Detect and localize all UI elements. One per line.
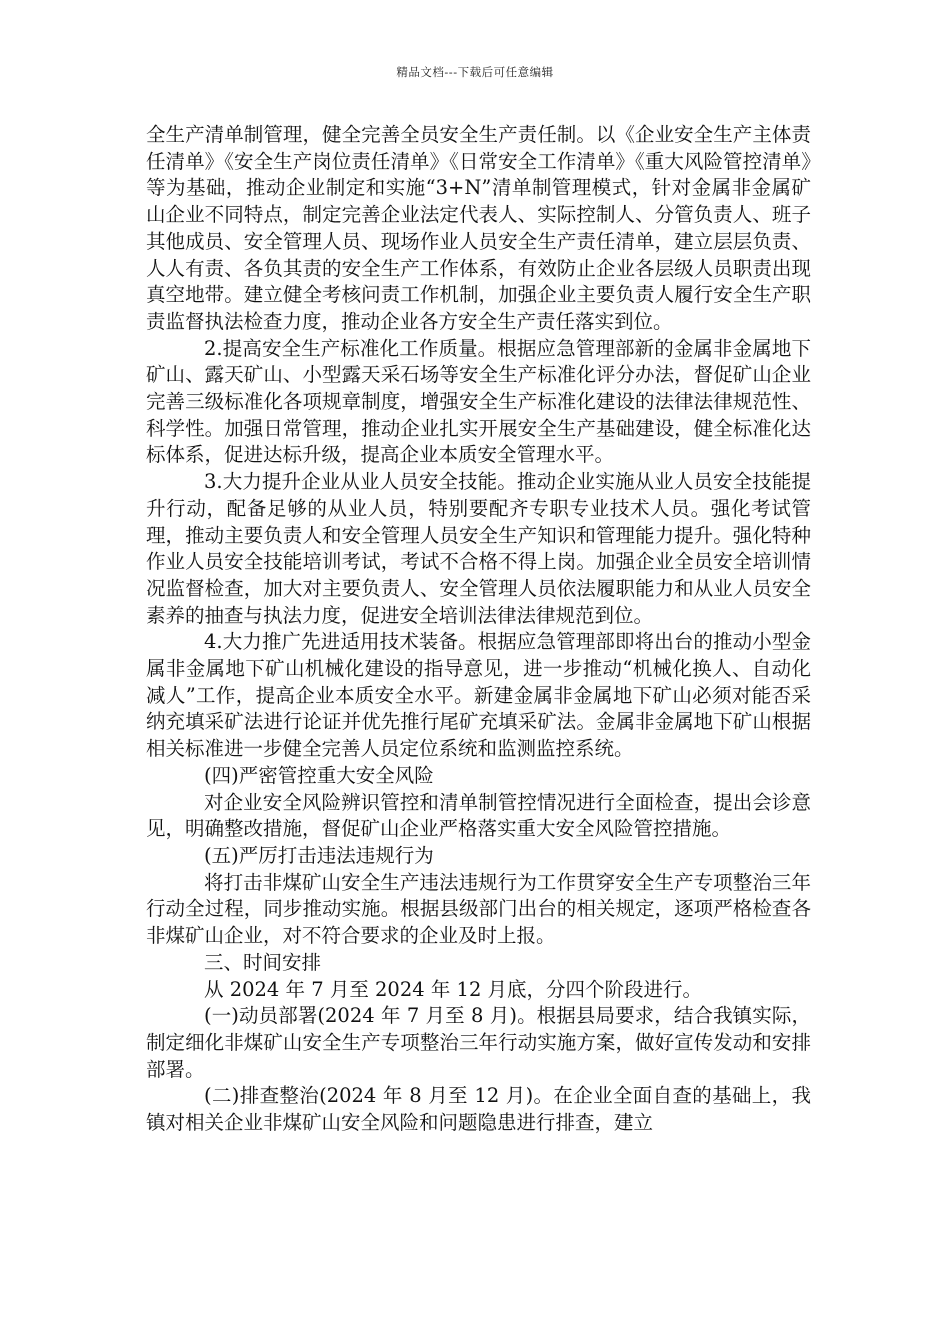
- section-heading-4: (四)严密管控重大安全风险: [204, 763, 434, 787]
- section-heading-schedule: 三、时间安排: [204, 950, 322, 974]
- paragraph-5: 对企业安全风险辨识管控和清单制管控情况进行全面检查，提出会诊意见，明确整改措施，督促矿山企业严格落实重大安全风险管控措施。: [146, 790, 811, 841]
- paragraph-1: 全生产清单制管理，健全完善全员安全生产责任制。以《企业安全生产主体责任清单》《安全生产岗位责任清单》《日常安全工作清单》《重大风险管控清单》等为基础，推动企业制定和实施“3+N”清单制管理模式，针对金属非金属矿山企业不同特点，制定完善企业法定代表人、实际控制人、分管负责人、班子其他成员、安全管理人员、现场作业人员安全生产责任清单，建立层层负责、人人有责、各负其责的安全生产工作体系，有效防止企业各层级人员职责出现真空地带。建立健全考核问责工作机制，加强企业主要负责人履行安全生产职责监督执法检查力度，推动企业各方安全生产责任落实到位。: [146, 123, 811, 333]
- paragraph-9: (二)排查整治(2024 年 8 月至 12 月)。在企业全面自查的基础上，我镇对相关企业非煤矿山安全风险和问题隐患进行排查，建立: [146, 1084, 811, 1135]
- document-body: [146, 122, 811, 1137]
- paragraph-3: 3.大力提升企业从业人员安全技能。推动企业实施从业人员安全技能提升行动，配备足够的从业人员，特别要配齐专职专业技术人员。强化考试管理，推动主要负责人和安全管理人员安全生产知识和管理能力提升。强化特种作业人员安全技能培训考试，考试不合格不得上岗。加强企业全员安全培训情况监督检查，加大对主要负责人、安全管理人员依法履职能力和从业人员安全素养的抽查与执法力度，促进安全培训法律法律规范到位。: [146, 470, 811, 627]
- paragraph-6: 将打击非煤矿山安全生产违法违规行为工作贯穿安全生产专项整治三年行动全过程，同步推动实施。根据县级部门出台的相关规定，逐项严格检查各非煤矿山企业，对不符合要求的企业及时上报。: [146, 870, 811, 948]
- paragraph-7: 从 2024 年 7 月至 2024 年 12 月底，分四个阶段进行。: [204, 977, 703, 1001]
- paragraph-4: 4.大力推广先进适用技术装备。根据应急管理部即将出台的推动小型金属非金属地下矿山机械化建设的指导意见，进一步推动“机械化换人、自动化减人”工作，提高企业本质安全水平。新建金属非金属地下矿山必须对能否采纳充填采矿法进行论证并优先推行尾矿充填采矿法。金属非金属地下矿山根据相关标准进一步健全完善人员定位系统和监测监控系统。: [146, 630, 811, 761]
- section-heading-5: (五)严厉打击违法违规行为: [204, 843, 434, 867]
- paragraph-2: 2.提高安全生产标准化工作质量。根据应急管理部新的金属非金属地下矿山、露天矿山、小型露天采石场等安全生产标准化评分办法，督促矿山企业完善三级标准化各项规章制度，增强安全生产标准化建设的法律法律规范性、科学性。加强日常管理，推动企业扎实开展安全生产基础建设，健全标准化达标体系，促进达标升级，提高企业本质安全管理水平。: [146, 336, 811, 467]
- page-header: 精品文档---下载后可任意编辑: [396, 65, 554, 79]
- paragraph-8: (一)动员部署(2024 年 7 月至 8 月)。根据县局要求，结合我镇实际，制定细化非煤矿山安全生产专项整治三年行动实施方案，做好宣传发动和安排部署。: [146, 1004, 811, 1081]
